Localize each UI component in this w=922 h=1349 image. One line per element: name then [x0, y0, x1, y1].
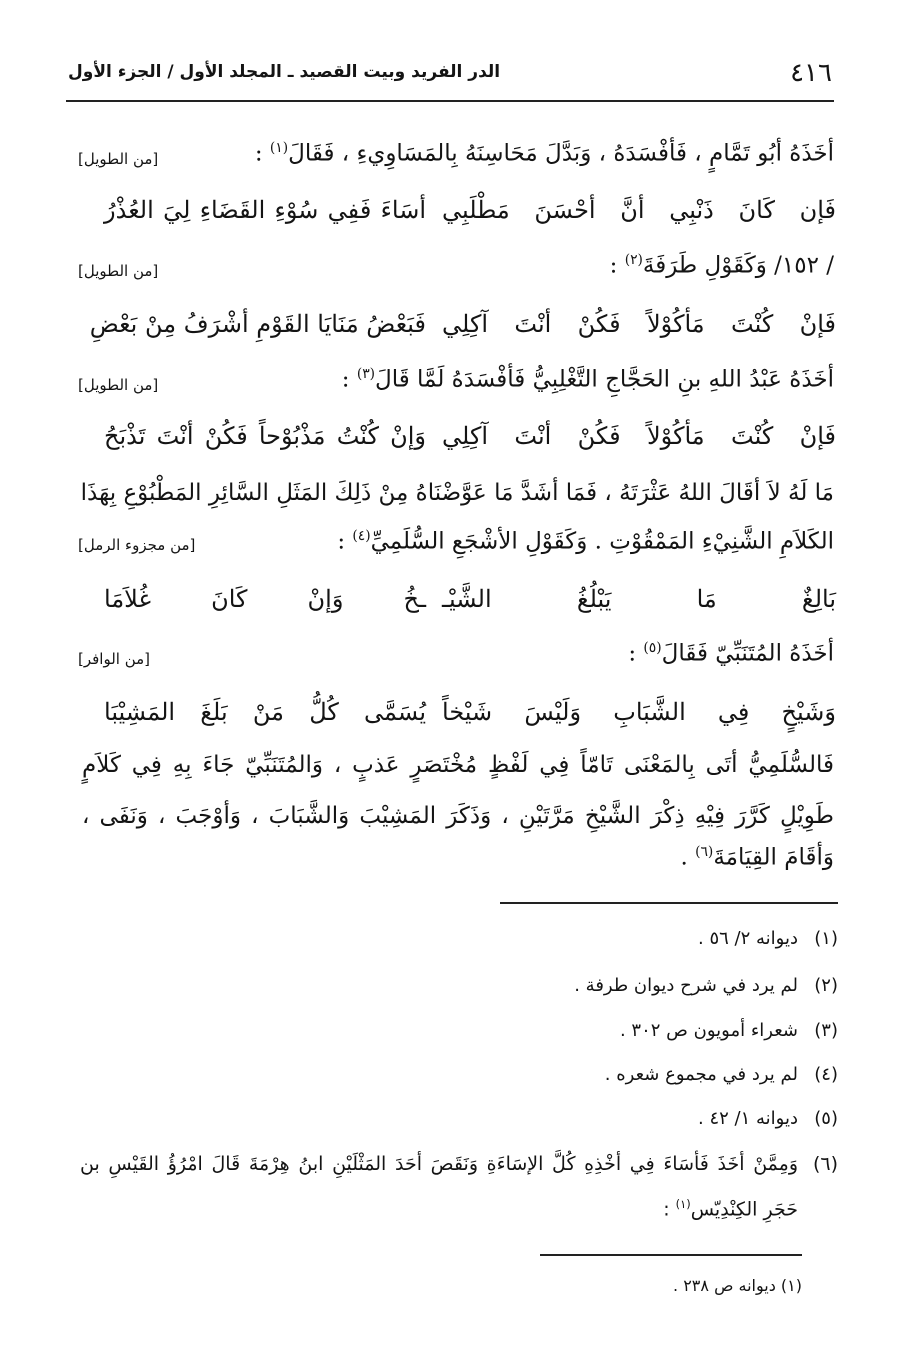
footnote-3-text: شعراء أمويون ص ٣٠٢ .	[619, 1020, 798, 1041]
footnote-3-number: (٣)	[814, 1020, 838, 1041]
paragraph-2-line-3	[680, 846, 834, 870]
footnote-2-number: (٢)	[814, 975, 838, 996]
footnote-5-number: (٥)	[814, 1108, 838, 1129]
text-line-1	[255, 142, 834, 166]
footnote-6-colon: :	[663, 1198, 676, 1221]
text-line-3-colon: :	[341, 366, 357, 393]
page-number: ٤١٦	[790, 58, 832, 88]
footnote-6-number: (٦)	[812, 1153, 838, 1175]
footnote-3	[620, 1020, 838, 1041]
meter-label-2: [من الطويل]	[78, 262, 159, 280]
paragraph-2-line-2: طَوِيْلٍ كَرَّرَ فِيْهِ ذِكْرَ الشَّيْخِ مَرَّتَيْنِ ، وَذَكَرَ المَشِيْبَ وَالشَّبَابَ ، وَأوْجَبَ ، وَنَفَى ،	[82, 803, 834, 829]
text-line-1-colon: :	[254, 140, 270, 167]
verse-5-second-hemistich: يُسَمَّى كُلُّ مَنْ بَلَغَ المَشِيْبَا	[104, 698, 426, 726]
note-ref-5[interactable]: (٥)	[643, 640, 662, 656]
footnote-6-note-ref[interactable]: (١)	[675, 1197, 691, 1211]
verse-2-second-hemistich: فَبَعْضُ مَنَايَا القَوْمِ أشْرَفُ مِنْ بَعْضِ	[89, 310, 426, 338]
text-line-1-body: أخَذَهُ أبُو تَمَّامٍ ، فَأفْسَدَهُ ، وَبَدَّلَ مَحَاسِنَهُ بِالمَسَاوِيءِ ، فَقَالَ	[288, 140, 834, 167]
note-ref-6[interactable]: (٦)	[695, 844, 714, 860]
meter-label-5: [من الوافر]	[78, 650, 151, 668]
paragraph-2-line-3-body: وَأقَامَ القِيَامَةَ	[713, 844, 834, 871]
sub-footnote-1: (١) ديوانه ص ٢٣٨ .	[673, 1276, 802, 1295]
paragraph-2-line-1: فَالسُّلَمِيُّ أتَى بِالمَعْنَى تَامّاً فِي لَفْظٍ مُخْتَصَرٍ عَذبٍ ، وَالمُتَنَبِّيّ جَاءَ بِهِ فِي كَلاَمٍ	[82, 752, 834, 778]
paragraph-1-line-2-body: الكَلاَمِ الشَّنِيْءِ المَمْقُوْتِ . وَكَقَوْلِ الأشْجَعِ السُّلَمِيِّ	[370, 528, 834, 555]
text-line-2-colon: :	[609, 252, 625, 279]
text-line-4-colon: :	[628, 640, 644, 667]
meter-label-3: [من الطويل]	[78, 376, 159, 394]
running-title: الدر الفريد وبيت القصيد ـ المجلد الأول / الجزء الأول	[68, 62, 501, 82]
verse-1-second-hemistich: أسَاءَ فَفِي سُوْءِ القَضَاءِ لِيَ العُذْرُ	[104, 196, 426, 224]
meter-label-4: [من مجزوء الرمل]	[78, 536, 196, 554]
text-line-4	[628, 642, 834, 666]
text-line-4-body: أخَذَهُ المُتَنَبِّيّ فَقَالَ	[661, 640, 834, 667]
verse-4-second-hemistich: ـخُ وَإنْ كَانَ غُلاَمَا	[104, 585, 426, 613]
footnote-2-text: لم يرد في شرح ديوان طرفة .	[574, 975, 798, 996]
note-ref-4[interactable]: (٤)	[352, 528, 371, 544]
verse-3-second-hemistich: وَإنْ كُنْتُ مَذْبُوْحاً فَكُنْ أنْتَ تَذْبَحُ	[104, 422, 426, 450]
verse-4-first-hemistich: بَالِغٌ مَا يَبْلُغُ الشَّيْـ	[442, 585, 836, 613]
verse-5-first-hemistich: وَشَيْخٍ فِي الشَّبَابِ وَلَيْسَ شَيْخاً	[442, 698, 836, 726]
footnote-1-text: ديوانه ٢/ ٥٦ .	[698, 928, 798, 949]
footnote-1	[698, 928, 838, 949]
verse-2-first-hemistich: فَإنْ كُنْتَ مَأكُوْلاً فَكُنْ أنْتَ آكِلِي	[442, 310, 836, 338]
footnote-rule	[500, 902, 838, 904]
text-line-3	[342, 368, 834, 392]
verse-3-first-hemistich: فَإنْ كُنْتَ مَأكُوْلاً فَكُنْ أنْتَ آكِلِي	[442, 422, 836, 450]
footnote-5-text: ديوانه ١/ ٤٢ .	[698, 1108, 798, 1129]
footnote-5	[698, 1108, 838, 1129]
footnote-1-number: (١)	[814, 928, 838, 949]
note-ref-1[interactable]: (١)	[269, 140, 289, 156]
note-ref-2[interactable]: (٢)	[624, 252, 643, 268]
footnote-6-text: وَمِمَّنْ أخَذَ فَأسَاءَ فِي أخْذِهِ كُلَّ الإسَاءَةِ وَنَقَصَ أحَدَ المَثْلَيْنِ ابنُ هِرْمَةَ قَالَ امْرُؤُ القَيْسِ بن حَجَرِ الكِنْدِيّس	[80, 1153, 798, 1221]
header-rule	[66, 100, 834, 102]
text-line-2	[610, 254, 834, 278]
text-line-3-body: أخَذَهُ عَبْدُ اللهِ بنِ الحَجَّاجِ التَّغْلِبِيُّ فَأفْسَدَهُ لَمَّا قَالَ	[375, 366, 834, 393]
paragraph-1-line-1: مَا لَهُ لاَ أقَالَ اللهُ عَثْرَتَهُ ، فَمَا أشَدَّ مَا عَوَّضْنَاهُ مِنْ ذَلِكَ المَثَلِ السَّائِرِ المَطْبُوْعِ بِهَذَا	[80, 480, 834, 506]
sub-footnote-rule	[540, 1254, 802, 1256]
paragraph-1-colon: :	[337, 528, 353, 555]
paragraph-2-period: .	[680, 844, 696, 871]
footnote-6-body	[80, 1144, 798, 1229]
footnote-4-text: لم يرد في مجموع شعره .	[604, 1064, 798, 1085]
footnote-4	[605, 1064, 838, 1085]
meter-label-1: [من الطويل]	[78, 150, 159, 168]
text-line-2-body: / ١٥٢/ وَكَقَوْلِ طَرَفَةَ	[642, 252, 834, 279]
footnote-4-number: (٤)	[814, 1064, 838, 1085]
footnote-6	[80, 1144, 838, 1229]
paragraph-1-line-2	[337, 530, 834, 554]
note-ref-3[interactable]: (٣)	[356, 366, 376, 382]
verse-1-first-hemistich: فَإن كَانَ ذَنْبِي أنَّ أحْسَنَ مَطْلَبِي	[442, 196, 836, 224]
footnote-2	[574, 975, 838, 996]
